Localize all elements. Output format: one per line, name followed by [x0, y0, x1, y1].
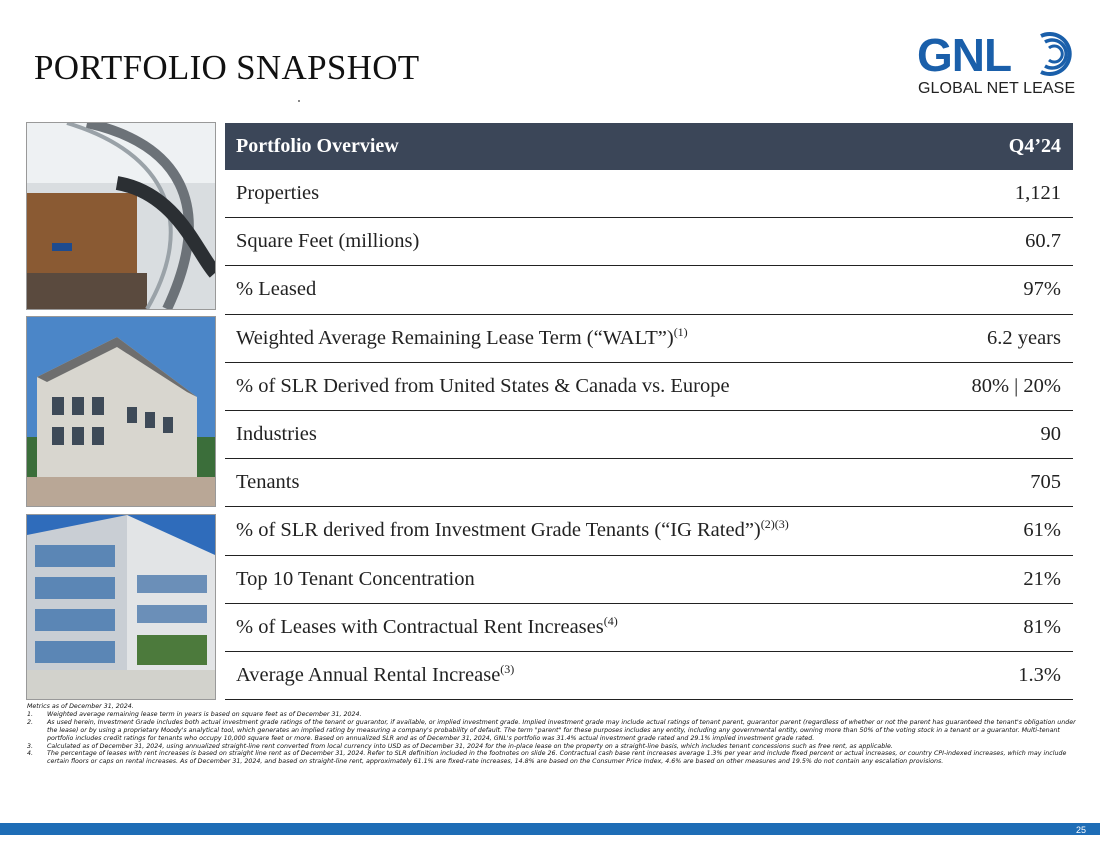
- footnote-text: As used herein, Investment Grade includes both actual investment grade ratings of the tenant or guarantor, if available, or implied investment grade. Implied investment grade may include actual ratings of tenant parent, guarantor parent (regardless of whether or not the parent has guaranteed the tenant's obligation under the lease) or by using a proprietary Moody's analytical tool, which generates an implied rating by measuring a company's probability of default. The term "parent" for these purposes includes any entity, including any governmental entity, owning more than 50% of the voting stock in a tenant or a guarantor. Multi-tenant portfolio includes credit ratings for tenants who occupy 10,000 square feet or more. Based on annualized SLR and as of December 31, 2024, GNL's portfolio was 31.4% actual investment grade rated and 29.1% implied investment grade rated.: [47, 718, 1076, 742]
- row-label: % Leased: [236, 278, 317, 301]
- office-building-photo-2: [26, 514, 216, 700]
- table-row: [225, 556, 1073, 604]
- row-label: % of SLR derived from Investment Grade Tenants (“IG Rated”)$^{(2)(3)}$: [236, 517, 789, 542]
- row-value: 6.2 years: [986, 326, 1061, 349]
- row-value: 97%: [1023, 278, 1061, 301]
- row-label: Industries: [236, 423, 317, 446]
- logo-main-text: GNL: [917, 29, 1012, 81]
- row-label: Top 10 Tenant Concentration: [236, 567, 475, 590]
- gnl-logo: [915, 30, 1075, 102]
- row-label: % of Leases with Contractual Rent Increases$^{(4)}$: [236, 613, 618, 638]
- row-value: 1,121: [1014, 182, 1061, 205]
- footnote-number: 3.: [27, 742, 34, 750]
- footnote-item: [27, 750, 1087, 766]
- table-row: [225, 604, 1073, 652]
- footnotes: [27, 703, 1087, 766]
- row-footnote-ref: (4): [603, 613, 618, 628]
- page-title: PORTFOLIO SNAPSHOT: [34, 48, 420, 87]
- logo-subtitle: GLOBAL NET LEASE: [918, 80, 1076, 97]
- header-value: Q4’24: [1008, 135, 1061, 157]
- table-row: [225, 507, 1073, 555]
- table-row: [225, 459, 1073, 507]
- row-label: Weighted Average Remaining Lease Term (“WALT”)$^{(1)}$: [236, 324, 688, 349]
- row-label: Tenants: [236, 471, 300, 494]
- header-label: Portfolio Overview: [236, 135, 399, 157]
- table-header: [225, 123, 1073, 170]
- row-label: Average Annual Rental Increase$^{(3)}$: [236, 662, 515, 686]
- office-building-photo-1: [26, 316, 216, 507]
- logo-swirl-icon: [1033, 32, 1077, 76]
- row-value: 705: [1030, 471, 1061, 494]
- footnote-text: Weighted average remaining lease term in years is based on square feet as of December 31, 2024.: [47, 710, 362, 718]
- table-row: [225, 266, 1073, 314]
- row-footnote-ref: (3): [500, 662, 515, 677]
- footnote-item: [27, 719, 1087, 743]
- footnote-intro: Metrics as of December 31, 2024.: [27, 703, 134, 710]
- footnote-number: 4.: [27, 750, 34, 758]
- row-value: 80% | 20%: [971, 374, 1061, 397]
- row-footnote-ref: (1): [673, 324, 688, 339]
- table-row: [225, 652, 1073, 700]
- table-row: [225, 170, 1073, 218]
- row-value: 1.3%: [1018, 663, 1061, 686]
- table-row: [225, 218, 1073, 266]
- footnote-text: Calculated as of December 31, 2024, using annualized straight-line rent converted from local currency into USD as of December 31, 2024 for the in-place lease on the property on a straight-line basis, which includes tenant concessions such as free rent, as applicable.: [47, 742, 893, 750]
- row-label: % of SLR Derived from United States & Canada vs. Europe: [236, 374, 730, 397]
- portfolio-overview-table: [225, 123, 1073, 700]
- table-row: [225, 315, 1073, 363]
- footnote-item: [27, 711, 1087, 719]
- footnote-number: 2.: [27, 718, 34, 726]
- table-row: [225, 411, 1073, 459]
- footnote-text: The percentage of leases with rent increases is based on straight line rent as of December 31, 2024. Refer to SLR definition included in the footnotes on slide 26. Contractual cash base rent increases average 1.3% per year and include fixed percent or actual increases, or country CPI-indexed increases, which may include certain floors or caps on rental increases. As of December 31, 2024, and based on straight-line rent, approximately 61.1% are fixed-rate increases, 14.8% are based on the Consumer Price Index, 4.6% are based on other measures and 19.5% do not contain any escalation provisions.: [47, 750, 1067, 766]
- row-value: 60.7: [1025, 230, 1061, 253]
- row-value: 81%: [1023, 615, 1061, 638]
- footnote-number: 1.: [27, 710, 34, 718]
- table-row: [225, 363, 1073, 411]
- interior-staircase-photo: [26, 122, 216, 310]
- row-value: 90: [1040, 423, 1061, 446]
- row-value: 21%: [1023, 567, 1061, 590]
- row-label: Properties: [236, 182, 320, 205]
- page-number: 25: [1075, 825, 1086, 835]
- bottom-accent-bar: [0, 823, 1100, 835]
- row-value: 61%: [1023, 519, 1061, 542]
- decorative-dot: [298, 100, 300, 102]
- row-footnote-ref: (2)(3): [760, 517, 789, 532]
- row-label: Square Feet (millions): [236, 230, 420, 253]
